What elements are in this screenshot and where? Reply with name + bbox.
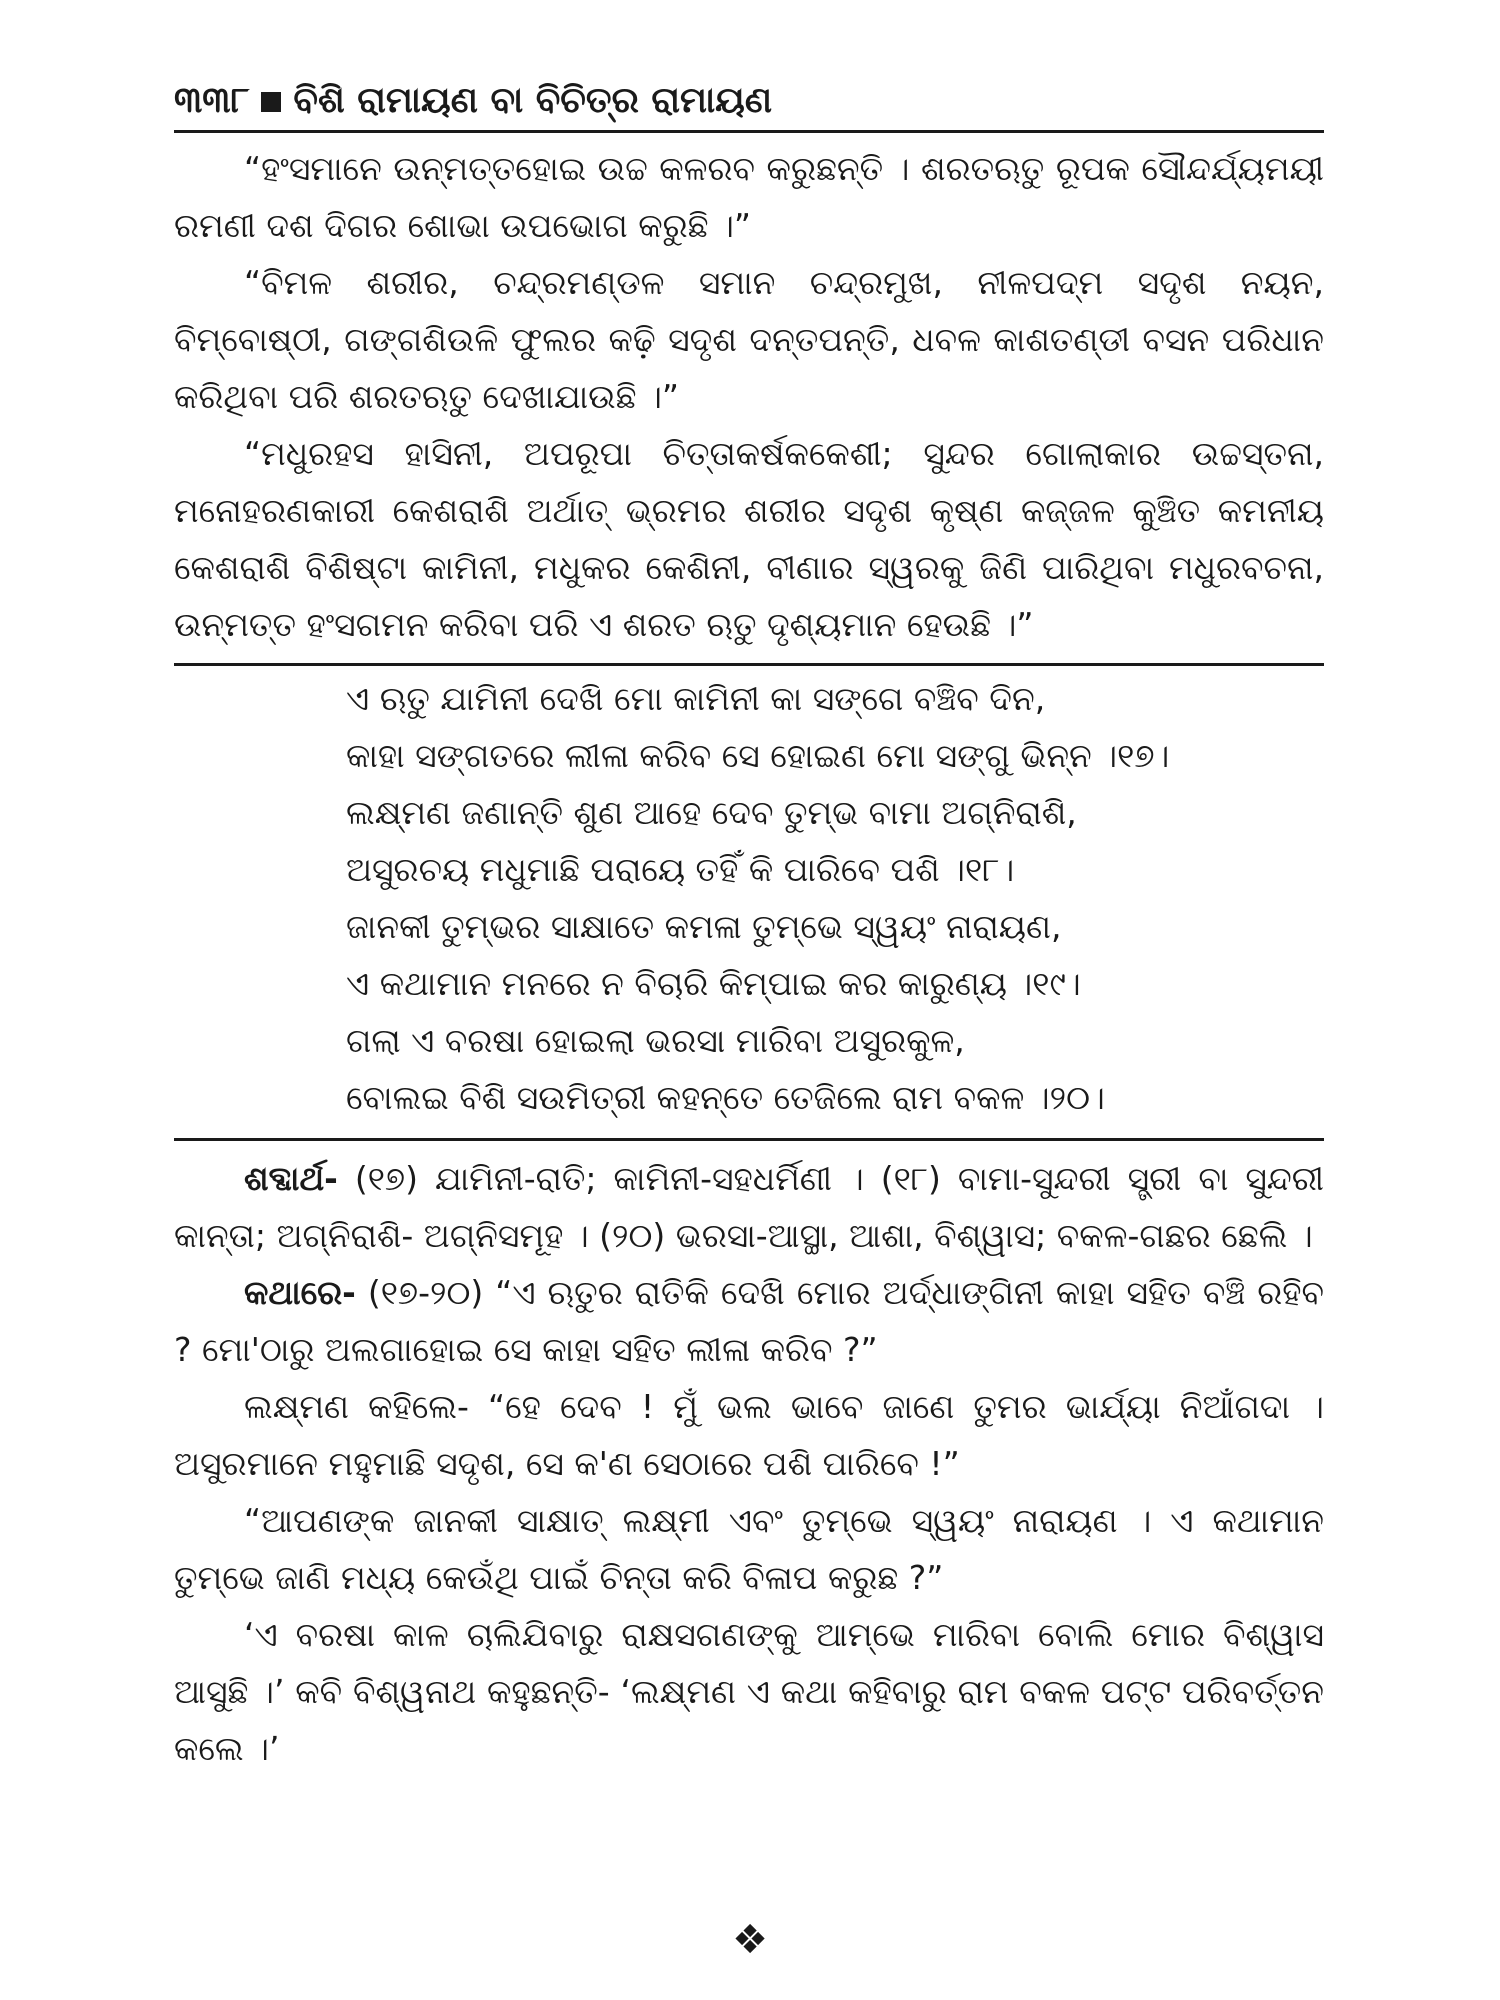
glossary-paragraph <box>174 1150 1324 1264</box>
verse-line: ଗଲା ଏ ବରଷା ହୋଇଲା ଭରସା ମାରିବା ଅସୁରକୁଳ, <box>346 1021 965 1060</box>
prose-paragraph: “ବିମଳ ଶରୀର, ଚନ୍ଦ୍ରମଣ୍ଡଳ ସମାନ ଚନ୍ଦ୍ରମୁଖ, ନୀଳପଦ୍ମ ସଦୃଶ ନୟନ, ବିମ୍ବୋଷ୍ଠୀ, ଗଙ୍ଗଶିଉଳି ଫୁଲର କଢ଼ି ସଦୃଶ ଦନ୍ତପନ୍ତି, ଧବଳ କାଶତଣ୍ଡୀ ବସନ ପରିଧାନ କରିଥିବା ପରି ଶରତଋତୁ ଦେଖାଯାଉଛି ।” <box>174 263 1324 416</box>
verse-line: କାହା ସଙ୍ଗତରେ ଲୀଳା କରିବ ସେ ହୋଇଣ ମୋ ସଙ୍ଗୁ ଭିନ୍ନ ।୧୭। <box>346 736 1170 775</box>
explanation-text: (୧୭-୨୦) “ଏ ଋତୁର ରାତିକି ଦେଖି ମୋର ଅର୍ଦ୍ଧାଙ୍ଗିନୀ କାହା ସହିତ ବଞ୍ଚି ରହିବ ? ମୋ'ଠାରୁ ଅଲଗାହୋଇ ସେ କାହା ସହିତ ଲୀଳା କରିବ ?” <box>174 1273 1324 1369</box>
running-header <box>174 76 1324 126</box>
prose-paragraph: “ମଧୁରହସ ହାସିନୀ, ଅପରୂପା ଚିତ୍ତାକର୍ଷକକେଶୀ; ସୁନ୍ଦର ଗୋଲାକାର ଉଚ୍ଚସ୍ତନା, ମନୋହରଣକାରୀ କେଶରାଶି ଅର୍ଥାତ୍ ଭ୍ରମର ଶରୀର ସଦୃଶ କୃଷ୍ଣ କଜ୍ଜଳ କୁଞ୍ଚିତ କମନୀୟ କେଶରାଶି ବିଶିଷ୍ଟା କାମିନୀ, ମଧୁକର କେଶିନୀ, ବୀଣାର ସ୍ୱରକୁ ଜିଣି ପାରିଥିବା ମଧୁରବଚନା, ଉନ୍ମତ୍ତ ହଂସଗମନ କରିବା ପରି ଏ ଶରତ ଋତୁ ଦୃଶ୍ୟମାନ ହେଉଛି ।” <box>174 434 1324 644</box>
explanation-label: କଥାରେ- <box>244 1273 356 1312</box>
verse-line: ବୋଲଇ ବିଶି ସଉମିତ୍ରୀ କହନ୍ତେ ତେଜିଲେ ରାମ ବକଳ ।୨୦। <box>346 1078 1105 1117</box>
glossary-label: ଶବ୍ଦାର୍ଥ- <box>244 1159 338 1198</box>
verse-block <box>346 670 1326 1126</box>
prose-paragraph: “ହଂସମାନେ ଉନ୍ମତ୍ତହୋଇ ଉଚ୍ଚ କଳରବ କରୁଛନ୍ତି । ଶରତଋତୁ ରୂପକ ସୌନ୍ଦର୍ଯ୍ୟମୟୀ ରମଣୀ ଦଶ ଦିଗର ଶୋଭା ଉପଭୋଗ କରୁଛି ।” <box>174 149 1324 245</box>
verse-line: ଏ କଥାମାନ ମନରେ ନ ବିଚାରି କିମ୍ପାଇ କର କାରୁଣ୍ୟ ।୧୯। <box>346 964 1081 1003</box>
verse-line: ଲକ୍ଷ୍ମଣ ଜଣାନ୍ତି ଶୁଣ ଆହେ ଦେବ ତୁମ୍ଭ ବାମା ଅଗ୍ନିରାଶି, <box>346 793 1077 832</box>
prose-bottom <box>174 1150 1324 1777</box>
book-title: ବିଶି ରାମାୟଣ ବା ବିଚିତ୍ର ରାମାୟଣ <box>293 80 773 121</box>
prose-paragraph: ‘ଏ ବରଷା କାଳ ଚାଲିଯିବାରୁ ରାକ୍ଷସଗଣଙ୍କୁ ଆମ୍ଭେ ମାରିବା ବୋଲି ମୋର ବିଶ୍ୱାସ ଆସୁଛି ।’ କବି ବିଶ୍ୱନାଥ କହୁଛନ୍ତି- ‘ଲକ୍ଷ୍ମଣ ଏ କଥା କହିବାରୁ ରାମ ବକଳ ପଟ୍ଟ ପରିବର୍ତ୍ତନ କଲେ ।’ <box>174 1615 1324 1768</box>
ornament-icon: ❖ <box>732 1917 768 1963</box>
prose-top <box>174 140 1324 653</box>
header-rule <box>174 130 1324 133</box>
prose-paragraph: ଲକ୍ଷ୍ମଣ କହିଲେ- “ହେ ଦେବ ! ମୁଁ ଭଲ ଭାବେ ଜାଣେ ତୁମର ଭାର୍ଯ୍ୟା ନିଆଁଗଦା । ଅସୁରମାନେ ମହୁମାଛି ସଦୃଶ, ସେ କ'ଣ ସେଠାରେ ପଶି ପାରିବେ !” <box>174 1387 1324 1483</box>
verse-top-rule <box>174 663 1324 666</box>
prose-paragraph: “ଆପଣଙ୍କ ଜାନକୀ ସାକ୍ଷାତ୍ ଲକ୍ଷ୍ମୀ ଏବଂ ତୁମ୍ଭେ ସ୍ୱୟଂ ନାରାୟଣ । ଏ କଥାମାନ ତୁମ୍ଭେ ଜାଣି ମଧ୍ୟ କେଉଁଥି ପାଇଁ ଚିନ୍ତା କରି ବିଳାପ କରୁଛ ?” <box>174 1501 1324 1597</box>
verse-bottom-rule <box>174 1138 1324 1141</box>
verse-line: ଏ ଋତୁ ଯାମିନୀ ଦେଖି ମୋ କାମିନୀ କା ସଙ୍ଗେ ବଞ୍ଚିବ ଦିନ, <box>346 679 1046 718</box>
verse-line: ଅସୁରଚୟ ମଧୁମାଛି ପରାୟେ ତହିଁ କି ପାରିବେ ପଶି ।୧୮। <box>346 850 1015 889</box>
glossary-text: (୧୭) ଯାମିନୀ-ରାତି; କାମିନୀ-ସହଧର୍ମିଣୀ । (୧୮) ବାମା-ସୁନ୍ଦରୀ ସ୍ତ୍ରୀ ବା ସୁନ୍ଦରୀ କାନ୍ତା; ଅଗ୍ନିରାଶି- ଅଗ୍ନିସମୂହ । (୨୦) ଭରସା-ଆସ୍ଥା, ଆଶା, ବିଶ୍ୱାସ; ବକଳ-ଗଛର ଛେଲି । <box>174 1159 1324 1255</box>
verse-line: ଜାନକୀ ତୁମ୍ଭର ସାକ୍ଷାତେ କମଳା ତୁମ୍ଭେ ସ୍ୱୟଂ ନାରାୟଣ, <box>346 907 1062 946</box>
explanation-paragraph <box>174 1264 1324 1378</box>
header-separator-square <box>261 92 281 112</box>
page-number: ୩୩୮ <box>174 80 250 121</box>
